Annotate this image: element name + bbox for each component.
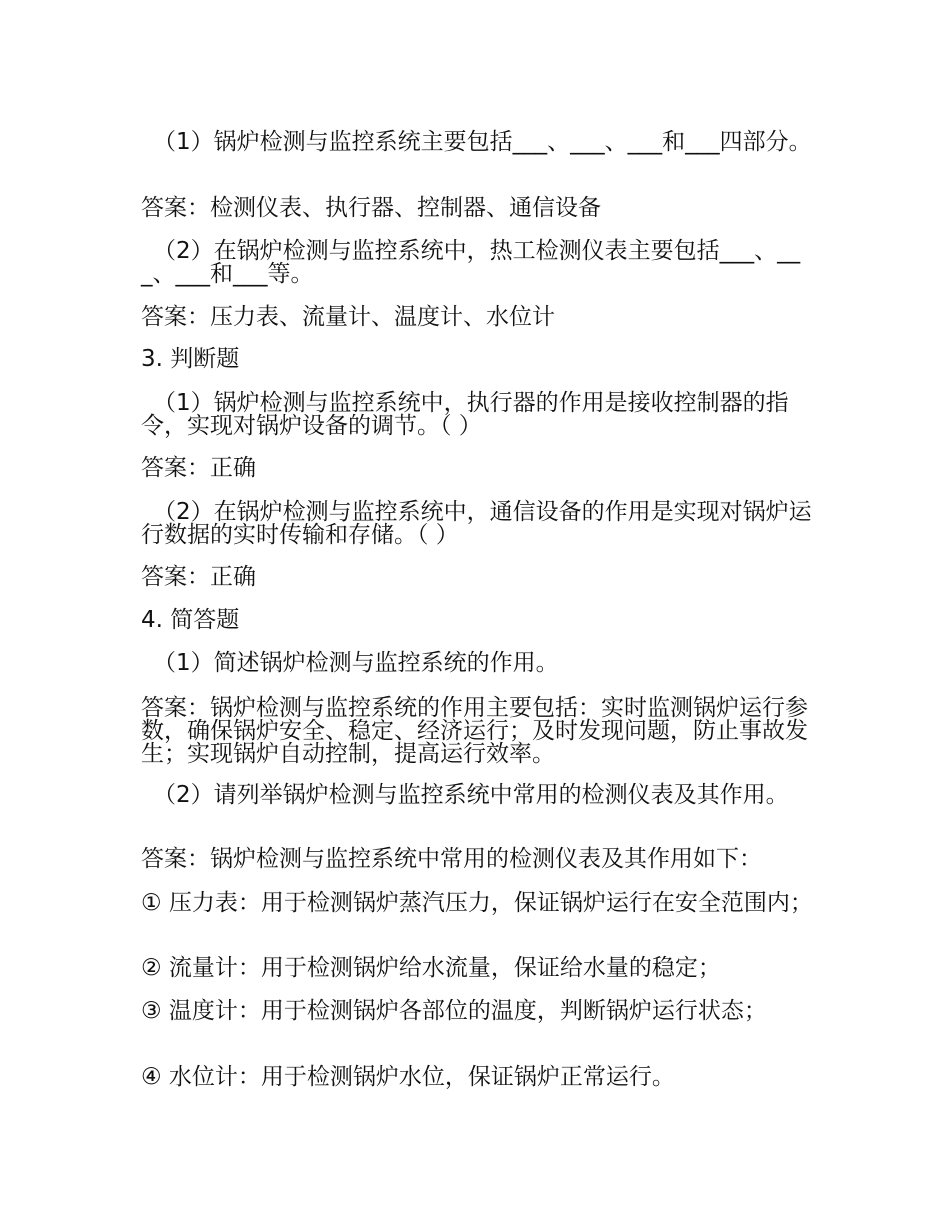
- answer-judge-1: 答案：正确: [141, 455, 256, 481]
- list-item-flow-meter: ② 流量计：用于检测锅炉给水流量，保证给水量的稳定；: [141, 955, 721, 981]
- question-short-2: （2）请列举锅炉检测与监控系统中常用的检测仪表及其作用。: [153, 782, 789, 808]
- list-item-water-level-gauge: ④ 水位计：用于检测锅炉水位，保证锅炉正常运行。: [141, 1064, 675, 1090]
- section-heading-judgement: 3. 判断题: [141, 346, 240, 372]
- question-judge-1: （1）锅炉检测与监控系统中，执行器的作用是接收控制器的指令，实现对锅炉设备的调节。（ ）: [141, 390, 789, 439]
- section-heading-short-answer: 4. 简答题: [141, 607, 240, 633]
- question-short-1: （1）简述锅炉检测与监控系统的作用。: [153, 650, 559, 676]
- answer-short-2-intro: 答案：锅炉检测与监控系统中常用的检测仪表及其作用如下：: [141, 846, 762, 872]
- question-judge-2: （2）在锅炉检测与监控系统中，通信设备的作用是实现对锅炉运行数据的实时传输和存储。（ ）: [141, 499, 812, 548]
- question-fill-2: （2）在锅炉检测与监控系统中，热工检测仪表主要包括___、___、___和___等。: [141, 238, 801, 287]
- answer-short-1: 答案：锅炉检测与监控系统的作用主要包括：实时监测锅炉运行参数，确保锅炉安全、稳定、经济运行；及时发现问题，防止事故发生；实现锅炉自动控制，提高运行效率。: [141, 695, 808, 767]
- answer-fill-1: 答案：检测仪表、执行器、控制器、通信设备: [141, 195, 601, 221]
- question-fill-1: （1）锅炉检测与监控系统主要包括___、___、___和___四部分。: [153, 129, 812, 155]
- list-item-thermometer: ③ 温度计：用于检测锅炉各部位的温度，判断锅炉运行状态；: [141, 998, 767, 1024]
- list-item-pressure-gauge: ① 压力表：用于检测锅炉蒸汽压力，保证锅炉运行在安全范围内；: [141, 890, 813, 916]
- answer-judge-2: 答案：正确: [141, 564, 256, 590]
- answer-fill-2: 答案：压力表、流量计、温度计、水位计: [141, 304, 555, 330]
